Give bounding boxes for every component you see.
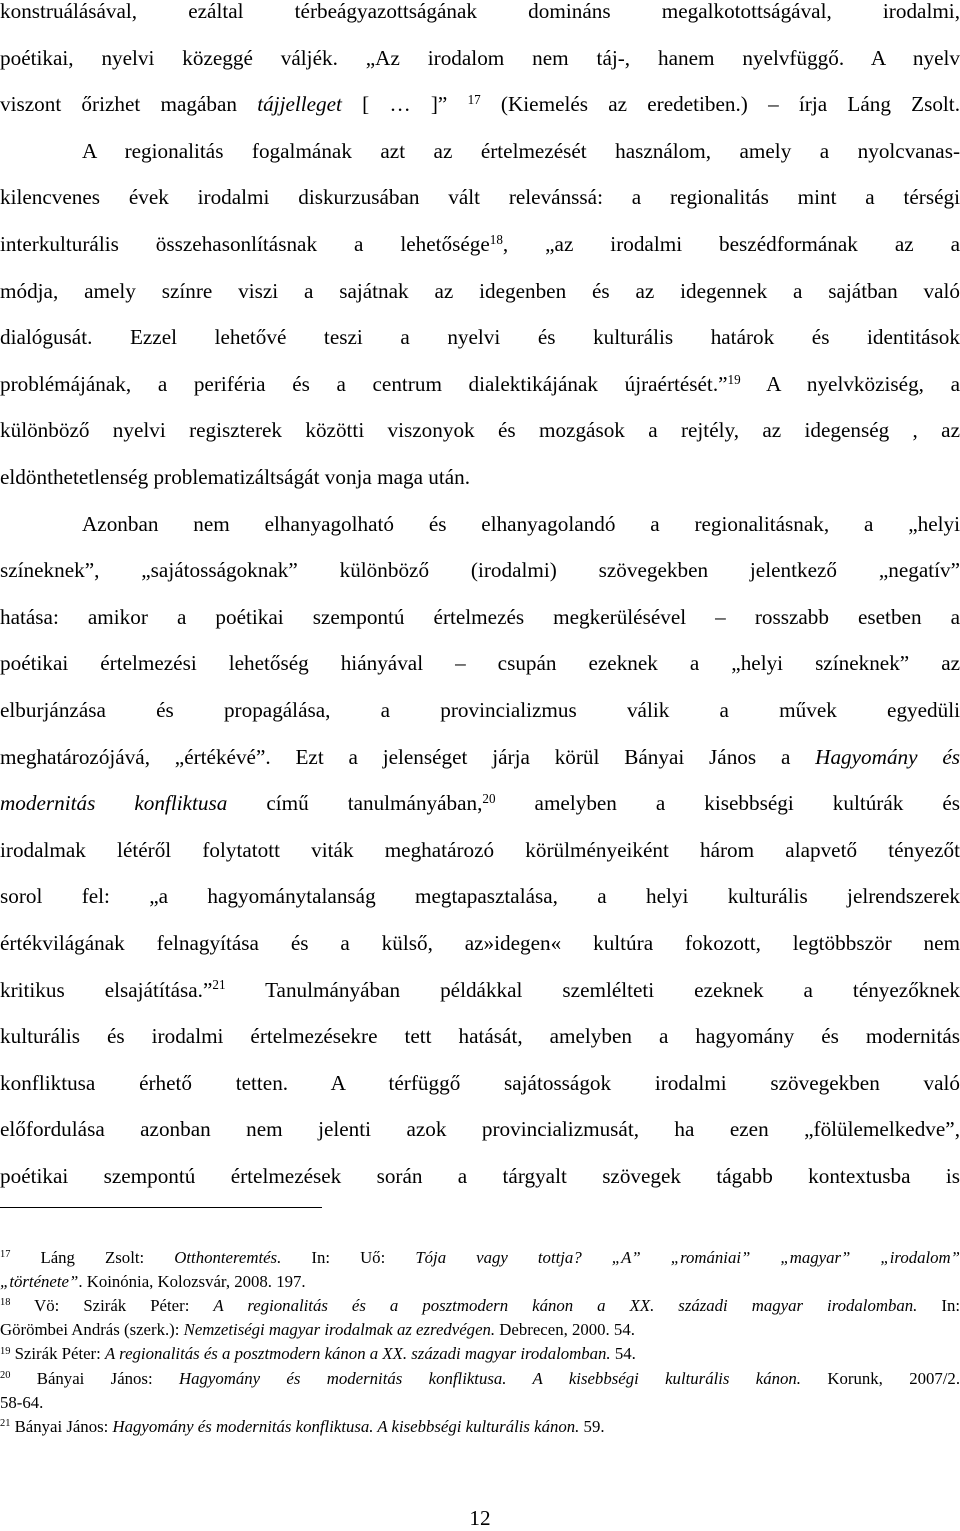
body-line: [0, 1116, 960, 1142]
body-line: [0, 278, 960, 304]
text-run: Korunk, 2007/2.: [801, 1369, 960, 1388]
text-run: 59.: [579, 1417, 604, 1436]
body-line: [0, 417, 960, 443]
footnote-separator: [0, 1207, 322, 1208]
body-line: [0, 697, 960, 723]
body-line: [0, 0, 960, 24]
footnote-line: [0, 1344, 960, 1364]
footnote-ref: 19: [0, 1346, 10, 1357]
text-run: [ … ]”: [342, 92, 468, 116]
footnote-ref: 19: [728, 372, 741, 387]
text-run: eldönthetetlenség problematizáltságát vonja maga után.: [0, 465, 470, 489]
text-run: In:: [917, 1296, 960, 1315]
text-run: 58-64.: [0, 1393, 43, 1412]
body-line: [0, 744, 960, 770]
body-line: [0, 883, 960, 909]
text-run: . Koinónia, Kolozsvár, 2008. 197.: [78, 1272, 305, 1291]
text-run: 54.: [611, 1344, 636, 1363]
body-line: [0, 837, 960, 863]
text-run: kilencvenes évek irodalmi diskurzusában vált relevánssá: a regionalitás mint a térségi: [0, 185, 960, 209]
footnote-ref: 17: [468, 92, 481, 107]
text-run: A nyelvköziség, a: [741, 372, 960, 396]
body-line: [0, 650, 960, 676]
text-run: című tanulmányában,: [227, 791, 482, 815]
text-run: meghatározójává, „értékévé”. Ezt a jelenséget járja körül Bányai János a: [0, 745, 815, 769]
footnote-line: [0, 1369, 960, 1389]
footnote-line: [0, 1320, 960, 1340]
text-run: elburjánzása és propagálása, a provincializmus válik a művek egyedüli: [0, 698, 960, 722]
text-run: Azonban nem elhanyagolható és elhanyagolandó a regionalitásnak, a „helyi: [82, 512, 960, 536]
body-line: [0, 324, 960, 350]
text-run: Tanulmányában példákkal szemlélteti ezeknek a tényezőknek: [226, 978, 960, 1002]
body-line: [0, 1163, 960, 1189]
footnote-ref: 20: [482, 791, 495, 806]
text-run: sorol fel: „a hagyománytalanság megtapasztalása, a helyi kulturális jelrendszerek: [0, 884, 960, 908]
text-run: hatása: amikor a poétikai szempontú értelmezés megkerülésével – rosszabb esetben a: [0, 605, 960, 629]
body-line: [0, 464, 960, 490]
footnote-ref: 20: [0, 1370, 10, 1381]
text-run: Bányai János:: [10, 1369, 179, 1388]
text-run: Bányai János:: [10, 1417, 112, 1436]
text-run: Láng Zsolt:: [10, 1248, 174, 1267]
text-run: poétikai értelmezési lehetőség hiányával – csupán ezeknek a „helyi színeknek” az: [0, 651, 960, 675]
italic-text: Tója vagy tottja? „A” „romániai” „magyar” „irodalom”: [415, 1248, 960, 1267]
footnote-line: [0, 1248, 960, 1268]
body-line: [0, 790, 960, 816]
text-run: In: Uő:: [281, 1248, 415, 1267]
text-run: irodalmak létéről folytatott viták meghatározó körülményeiként három alapvető tényezőt: [0, 838, 960, 862]
text-run: dialógusát. Ezzel lehetővé teszi a nyelvi és kulturális határok és identitások: [0, 325, 960, 349]
italic-text: Hagyomány és modernitás konfliktusa. A kisebbségi kulturális kánon.: [179, 1369, 801, 1388]
text-run: A regionalitás fogalmának azt az értelmezését használom, amely a nyolcvanas-: [82, 139, 960, 163]
text-run: Görömbei András (szerk.):: [0, 1320, 184, 1339]
text-run: poétikai szempontú értelmezések során a tárgyalt szövegek tágabb kontextusba is: [0, 1164, 960, 1188]
body-line: [0, 184, 960, 210]
italic-text: Hagyomány és: [815, 745, 960, 769]
footnote-ref: 18: [0, 1297, 10, 1308]
text-run: Szirák Péter:: [10, 1344, 105, 1363]
body-line: [0, 930, 960, 956]
text-run: Vö: Szirák Péter:: [10, 1296, 213, 1315]
italic-text: Nemzetiségi magyar irodalmak az ezredvégen.: [184, 1320, 495, 1339]
body-line: [0, 91, 960, 117]
body-line: [0, 604, 960, 630]
footnote-ref: 18: [490, 232, 503, 247]
body-line: [0, 231, 960, 257]
footnote-line: [0, 1393, 960, 1413]
text-run: , „az irodalmi beszédformának az a: [503, 232, 960, 256]
text-run: Debrecen, 2000. 54.: [495, 1320, 635, 1339]
italic-text: A regionalitás és a posztmodern kánon a XX. századi magyar irodalomban.: [213, 1296, 917, 1315]
body-line: [0, 1070, 960, 1096]
text-run: kritikus elsajátítása.”: [0, 978, 212, 1002]
body-line: [0, 977, 960, 1003]
italic-text: Hagyomány és modernitás konfliktusa. A kisebbségi kulturális kánon.: [112, 1417, 579, 1436]
text-run: konstruálásával, ezáltal térbeágyazottságának domináns megalkotottságával, irodalmi,: [0, 0, 960, 23]
footnote-line: [0, 1296, 960, 1316]
body-line: [0, 557, 960, 583]
text-run: módja, amely színre viszi a sajátnak az idegenben és az idegennek a sajátban való: [0, 279, 960, 303]
body-line: [0, 371, 960, 397]
footnote-ref: 17: [0, 1249, 10, 1260]
page-number: 12: [0, 1505, 960, 1531]
text-run: amelyben a kisebbségi kultúrák és: [496, 791, 960, 815]
footnote-line: [0, 1417, 960, 1437]
text-run: kulturális és irodalmi értelmezésekre tett hatását, amelyben a hagyomány és modernitás: [0, 1024, 960, 1048]
text-run: problémájának, a periféria és a centrum dialektikájának újraértését.”: [0, 372, 728, 396]
body-line: [0, 138, 960, 164]
italic-text: Otthonteremtés.: [174, 1248, 281, 1267]
body-line: [0, 1023, 960, 1049]
text-run: előfordulása azonban nem jelenti azok provincializmusát, ha ezen „fölülemelkedve”,: [0, 1117, 960, 1141]
italic-text: modernitás konfliktusa: [0, 791, 227, 815]
body-line: [0, 45, 960, 71]
footnote-ref: 21: [212, 977, 225, 992]
text-run: viszont őrizhet magában: [0, 92, 257, 116]
body-line: [0, 511, 960, 537]
text-run: interkulturális összehasonlításnak a lehetősége: [0, 232, 490, 256]
footnote-line: [0, 1272, 960, 1292]
italic-text: A regionalitás és a posztmodern kánon a XX. századi magyar irodalomban.: [105, 1344, 611, 1363]
text-run: színeknek”, „sajátosságoknak” különböző (irodalmi) szövegekben jelentkező „negatív”: [0, 558, 960, 582]
text-run: (Kiemelés az eredetiben.) – írja Láng Zsolt.: [481, 92, 960, 116]
text-run: konfliktusa érhető tetten. A térfüggő sajátosságok irodalmi szövegekben való: [0, 1071, 960, 1095]
italic-text: tájjelleget: [257, 92, 342, 116]
footnote-ref: 21: [0, 1418, 10, 1429]
text-run: értékvilágának felnagyítása és a külső, az»idegen« kultúra fokozott, legtöbbször nem: [0, 931, 960, 955]
text-run: poétikai, nyelvi közeggé váljék. „Az irodalom nem táj-, hanem nyelvfüggő. A nyelv: [0, 46, 960, 70]
text-run: különböző nyelvi regiszterek közötti viszonyok és mozgások a rejtély, az idegenség , az: [0, 418, 960, 442]
italic-text: „története”: [0, 1272, 78, 1291]
